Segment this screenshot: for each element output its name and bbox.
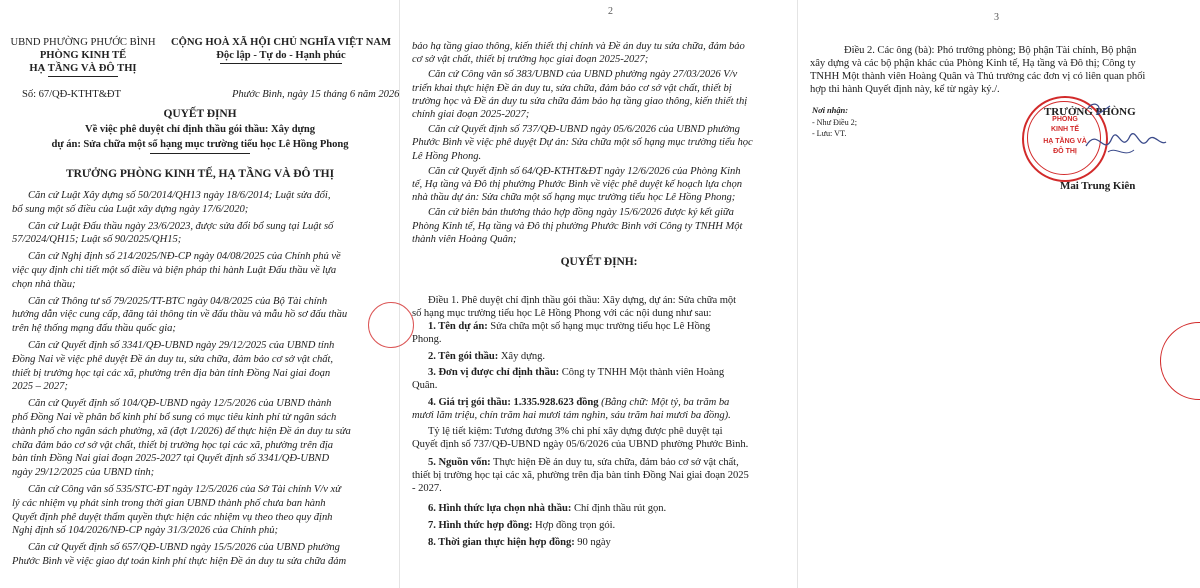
page-1-body-line: ngày 29/12/2025 của UBND tỉnh;	[12, 467, 155, 479]
item-3-value: Công ty TNHH Một thành viên Hoàng	[559, 367, 725, 378]
partial-seal-gutter	[368, 302, 414, 348]
decision-subject-1: Về việc phê duyệt chỉ định thầu gói thầu: Xây dựng	[85, 124, 315, 135]
item-5-cont-1: thiết bị trường học tại các xã, phường trên địa bàn tỉnh Đồng Nai giai đoạn 2025	[412, 470, 749, 481]
page-2-body-line: Căn cứ Quyết định số 737/QĐ-UBND ngày 05/6/2026 của UBND phường	[428, 124, 740, 136]
savings-line-1: Tỷ lệ tiết kiệm: Tương đương 3% chi phí xây dựng được phê duyệt tại	[428, 426, 723, 437]
country-name: CỘNG HOÀ XÃ HỘI CHỦ NGHĨA VIỆT NAM	[170, 37, 392, 48]
page-1-body-line: chọn nhà thầu;	[12, 278, 76, 290]
page-number-2: 2	[608, 6, 613, 17]
item-7-label: 7. Hình thức hợp đồng:	[428, 520, 533, 531]
item-6-value: Chỉ định thầu rút gọn.	[571, 503, 667, 514]
item-2-label: 2. Tên gói thầu:	[428, 351, 499, 362]
item-5-value: Thực hiện Đề án duy tu, sửa chữa, đảm bảo cơ sở vật chất,	[490, 457, 739, 468]
recipient-1: - Như Điều 2;	[812, 118, 857, 127]
page-1-body-line: Nghị định số 104/2026/NĐ-CP ngày 31/3/2026 của Chính phủ;	[12, 525, 278, 537]
item-1-label: 1. Tên dự án:	[428, 321, 488, 332]
item-5-label: 5. Nguồn vốn:	[428, 457, 491, 468]
recipient-2: - Lưu: VT.	[812, 129, 847, 138]
page-2-body-line: thành viên Hoàng Quân;	[412, 233, 517, 245]
page-3	[798, 0, 1200, 588]
page-2-body-line: cơ sở vật chất, thiết bị trường học giai đoạn 2025-2027;	[412, 54, 649, 66]
agency-name-2: HẠ TẦNG VÀ ĐÔ THỊ	[29, 63, 137, 74]
page-2-body-line: Căn cứ Quyết định số 64/QĐ-KTHT&ĐT ngày 12/6/2026 của Phòng Kinh	[428, 165, 741, 177]
page-2-body-line: Căn cứ Công văn số 383/UBND của UBND phường ngày 27/03/2026 V/v	[428, 69, 738, 81]
page-1-body-line: bổ sung một số điều của Luật xây dựng ngày 17/6/2020;	[12, 203, 249, 215]
issuer-title: TRƯỞNG PHÒNG KINH TẾ, HẠ TẦNG VÀ ĐÔ THỊ	[65, 168, 335, 180]
page-1-body-line: Phước Bình về việc giao dự toán kinh phí thực hiện Đề án duy tu sửa chữa đảm	[12, 556, 347, 567]
item-5	[428, 456, 739, 469]
signer-title: TRƯỞNG PHÒNG	[1044, 106, 1136, 118]
handwritten-signature	[1068, 96, 1178, 176]
item-3-label: 3. Đơn vị được chỉ định thầu:	[428, 367, 560, 378]
article-1-line-2: số hạng mục trường tiểu học Lê Hồng Phong với các nội dung như sau:	[412, 308, 712, 319]
item-2-value: Xây dựng.	[498, 351, 545, 362]
seal-line-2: KINH TẾ	[1051, 126, 1079, 133]
page-2-body-line: nhà thầu dự án: Sửa chữa một số hạng mục trường tiểu học Lê Hồng Phong;	[412, 192, 736, 204]
decision-heading: QUYẾT ĐỊNH:	[560, 256, 638, 268]
article-2-line-3: TNHH Một thành viên Hoàng Quân và Thủ trưởng các đơn vị có liên quan phối	[810, 71, 1146, 82]
page-2-body-line: Phước Bình về việc phê duyệt Dự án: Sửa chữa một số hạng mục trường tiểu học	[412, 137, 753, 149]
article-1-text-1: Điều 1. Phê duyệt chỉ định thầu gói thầu: Xây dựng, dự án: Sửa chữa một	[428, 295, 737, 306]
seal-line-4: ĐÔ THỊ	[1053, 148, 1077, 155]
page-2-body-line: tế, Hạ tầng và Đô thị phường Phước Bình về việc phê duyệt kế hoạch lựa chọn	[412, 179, 742, 190]
item-5-cont-2: - 2027.	[412, 483, 442, 494]
page-1	[0, 0, 400, 588]
page-1-body-line: lý các nhiệm vụ phát sinh trong thời gian UBND thành phố chưa ban hành	[12, 497, 326, 509]
agency-name-1: PHÒNG KINH TẾ	[39, 50, 127, 61]
seal-line-1: PHÒNG	[1052, 116, 1078, 123]
item-7	[428, 519, 615, 532]
subject-underline	[150, 153, 250, 154]
article-1-line-1	[428, 294, 736, 307]
item-6-label: 6. Hình thức lựa chọn nhà thầu:	[428, 503, 572, 514]
article-2-line-1	[844, 44, 1136, 57]
page-2-body-line: chính giai đoạn 2025-2027;	[412, 109, 530, 120]
page-2-body-line: trường học và Đề án duy tu sửa chữa đảm bảo hạ tầng giao thông, kiến thiết thị	[412, 95, 748, 107]
page-1-body-line: Quyết định phê duyệt thẩm quyền thực hiện các nhiệm vụ theo theo quy định	[12, 511, 333, 523]
national-header	[170, 36, 392, 62]
article-2-line-4: hợp thi hành Quyết định này, kể từ ngày ký./.	[810, 84, 1000, 95]
page-1-body-line: Căn cứ Thông tư số 79/2025/TT-BTC ngày 04/8/2025 của Bộ Tài chính	[28, 295, 328, 307]
item-1	[428, 320, 710, 333]
agency-underline	[48, 76, 118, 77]
article-2-line-2: xây dựng và các bộ phận khác của Phòng Kinh tế, Hạ tầng và Đô thị; Công ty	[810, 58, 1136, 69]
page-2	[400, 0, 798, 588]
item-4-label: 4. Giá trị gói thầu: 1.335.928.623 đồng	[428, 397, 599, 408]
motto-underline	[220, 63, 342, 64]
savings-line-2: Quyết định số 737/QĐ-UBND ngày 05/6/2026 của UBND phường Phước Bình.	[412, 439, 749, 450]
item-2	[428, 350, 545, 363]
decision-type: QUYẾT ĐỊNH	[163, 108, 237, 120]
item-8-value: 90 ngày	[574, 537, 611, 548]
document-number: Số: 67/QĐ-KTHT&ĐT	[22, 89, 121, 100]
item-8-label: 8. Thời gian thực hiện hợp đồng:	[428, 537, 575, 548]
page-1-body-line: trên hệ thống mạng đấu thầu quốc gia;	[12, 323, 176, 335]
page-1-body-line: thiết bị trường học tại các xã, phường trên địa bàn tỉnh Đồng Nai giai đoạn	[12, 367, 331, 379]
recipients-label: Nơi nhận:	[812, 105, 848, 115]
page-1-body-line: hướng dẫn việc cung cấp, đăng tải thông tin về đấu thầu và mẫu hồ sơ đấu thầu	[12, 309, 348, 321]
item-4-value: (Bằng chữ: Một tỷ, ba trăm ba	[598, 397, 730, 408]
page-1-body-line: Căn cứ Công văn số 535/STC-ĐT ngày 12/5/2026 của Sở Tài chính V/v xử	[28, 484, 341, 495]
agency-parent: UBND PHƯỜNG PHƯỚC BÌNH	[10, 37, 156, 48]
page-1-body-line: Căn cứ Quyết định số 3341/QĐ-UBND ngày 29/12/2025 của UBND tỉnh	[28, 340, 335, 351]
item-3-cont: Quân.	[412, 380, 438, 391]
page-2-body-line: Căn cứ biên bản thương thảo hợp đồng ngày 15/6/2026 được ký kết giữa	[428, 207, 734, 219]
signer-name: Mai Trung Kiên	[1060, 180, 1136, 192]
item-7-value: Hợp đồng trọn gói.	[532, 520, 616, 531]
page-1-body-line: Căn cứ Nghị định số 214/2025/NĐ-CP ngày 04/08/2025 của Chính phủ về	[28, 251, 341, 263]
decision-subject-2: dự án: Sửa chữa một số hạng mục trường tiểu học Lê Hồng Phong	[51, 139, 349, 150]
page-1-body-line: Căn cứ Quyết định số 657/QĐ-UBND ngày 15/5/2026 của UBND phường	[28, 542, 340, 554]
page-1-body-line: Đồng Nai về việc phê duyệt Đề án duy tu, sửa chữa, đảm bảo cơ sở vật chất,	[12, 353, 334, 365]
article-2-text-1: Điều 2. Các ông (bà): Phó trưởng phòng; Bộ phận Tài chính, Bộ phận	[844, 45, 1137, 56]
item-4-cont: mươi lăm triệu, chín trăm hai mươi tám nghìn, sáu trăm hai mươi ba đồng).	[412, 410, 731, 421]
page-2-body-line: Lê Hồng Phong.	[412, 150, 482, 162]
page-1-body-line: bàn tỉnh Đồng Nai giai đoạn 2025-2027 tại Quyết định số 3341/QĐ-UBND	[12, 453, 330, 465]
seal-line-3: HẠ TẦNG VÀ	[1043, 138, 1087, 145]
partial-seal-right-edge	[1160, 322, 1200, 400]
page-1-body-line: chữa đảm bảo cơ sở vật chất, thiết bị trường học tại các xã, phường trên địa	[12, 439, 333, 451]
item-3	[428, 366, 724, 379]
item-1-cont: Phong.	[412, 334, 442, 345]
item-6	[428, 502, 666, 515]
page-1-body-line: thành phố cho ngân sách phường, xã (đợt 1/2026) để thực hiện Đề án duy tu sửa	[12, 425, 351, 437]
page-2-body-line: triển khai thực hiện Đề án duy tu, sửa chữa, đảm bảo cơ sở vật chất, thiết bị	[412, 82, 732, 94]
page-1-body-line: việc quy định chi tiết một số điều và biện pháp thi hành Luật Đấu thầu về lựa	[12, 265, 337, 276]
item-8	[428, 536, 611, 549]
page-2-body-line: bảo hạ tầng giao thông, kiến thiết thị chính và Đề án duy tu sửa chữa, đảm bảo	[412, 41, 745, 52]
page-1-body-line: Căn cứ Luật Đấu thầu ngày 23/6/2023, được sửa đổi bổ sung tại Luật số	[28, 220, 334, 232]
page-1-body-line: 57/2024/QH15; Luật số 90/2025/QH15;	[12, 234, 182, 246]
place-and-date: Phước Bình, ngày 15 tháng 6 năm 2026	[232, 89, 400, 100]
issuing-agency	[8, 36, 158, 75]
motto: Độc lập - Tự do - Hạnh phúc	[216, 50, 346, 61]
page-number-3: 3	[994, 12, 999, 23]
page-1-body-line: phố Đồng Nai về phân bổ kinh phí bổ sung có mục tiêu kinh phí từ ngân sách	[12, 412, 337, 423]
page-1-body-line: Căn cứ Luật Xây dựng số 50/2014/QH13 ngày 18/6/2014; Luật sửa đổi,	[28, 190, 331, 201]
item-1-value: Sửa chữa một số hạng mục trường tiểu học Lê Hồng	[487, 321, 711, 332]
page-1-body-line: 2025 – 2027;	[12, 381, 68, 393]
item-4	[428, 396, 729, 409]
page-2-body-line: Phòng Kinh tế, Hạ tầng và Đô thị phường Phước Bình với Công ty TNHH Một	[412, 220, 743, 232]
page-1-body-line: Căn cứ Quyết định số 104/QĐ-UBND ngày 12/5/2026 của UBND thành	[28, 398, 332, 410]
